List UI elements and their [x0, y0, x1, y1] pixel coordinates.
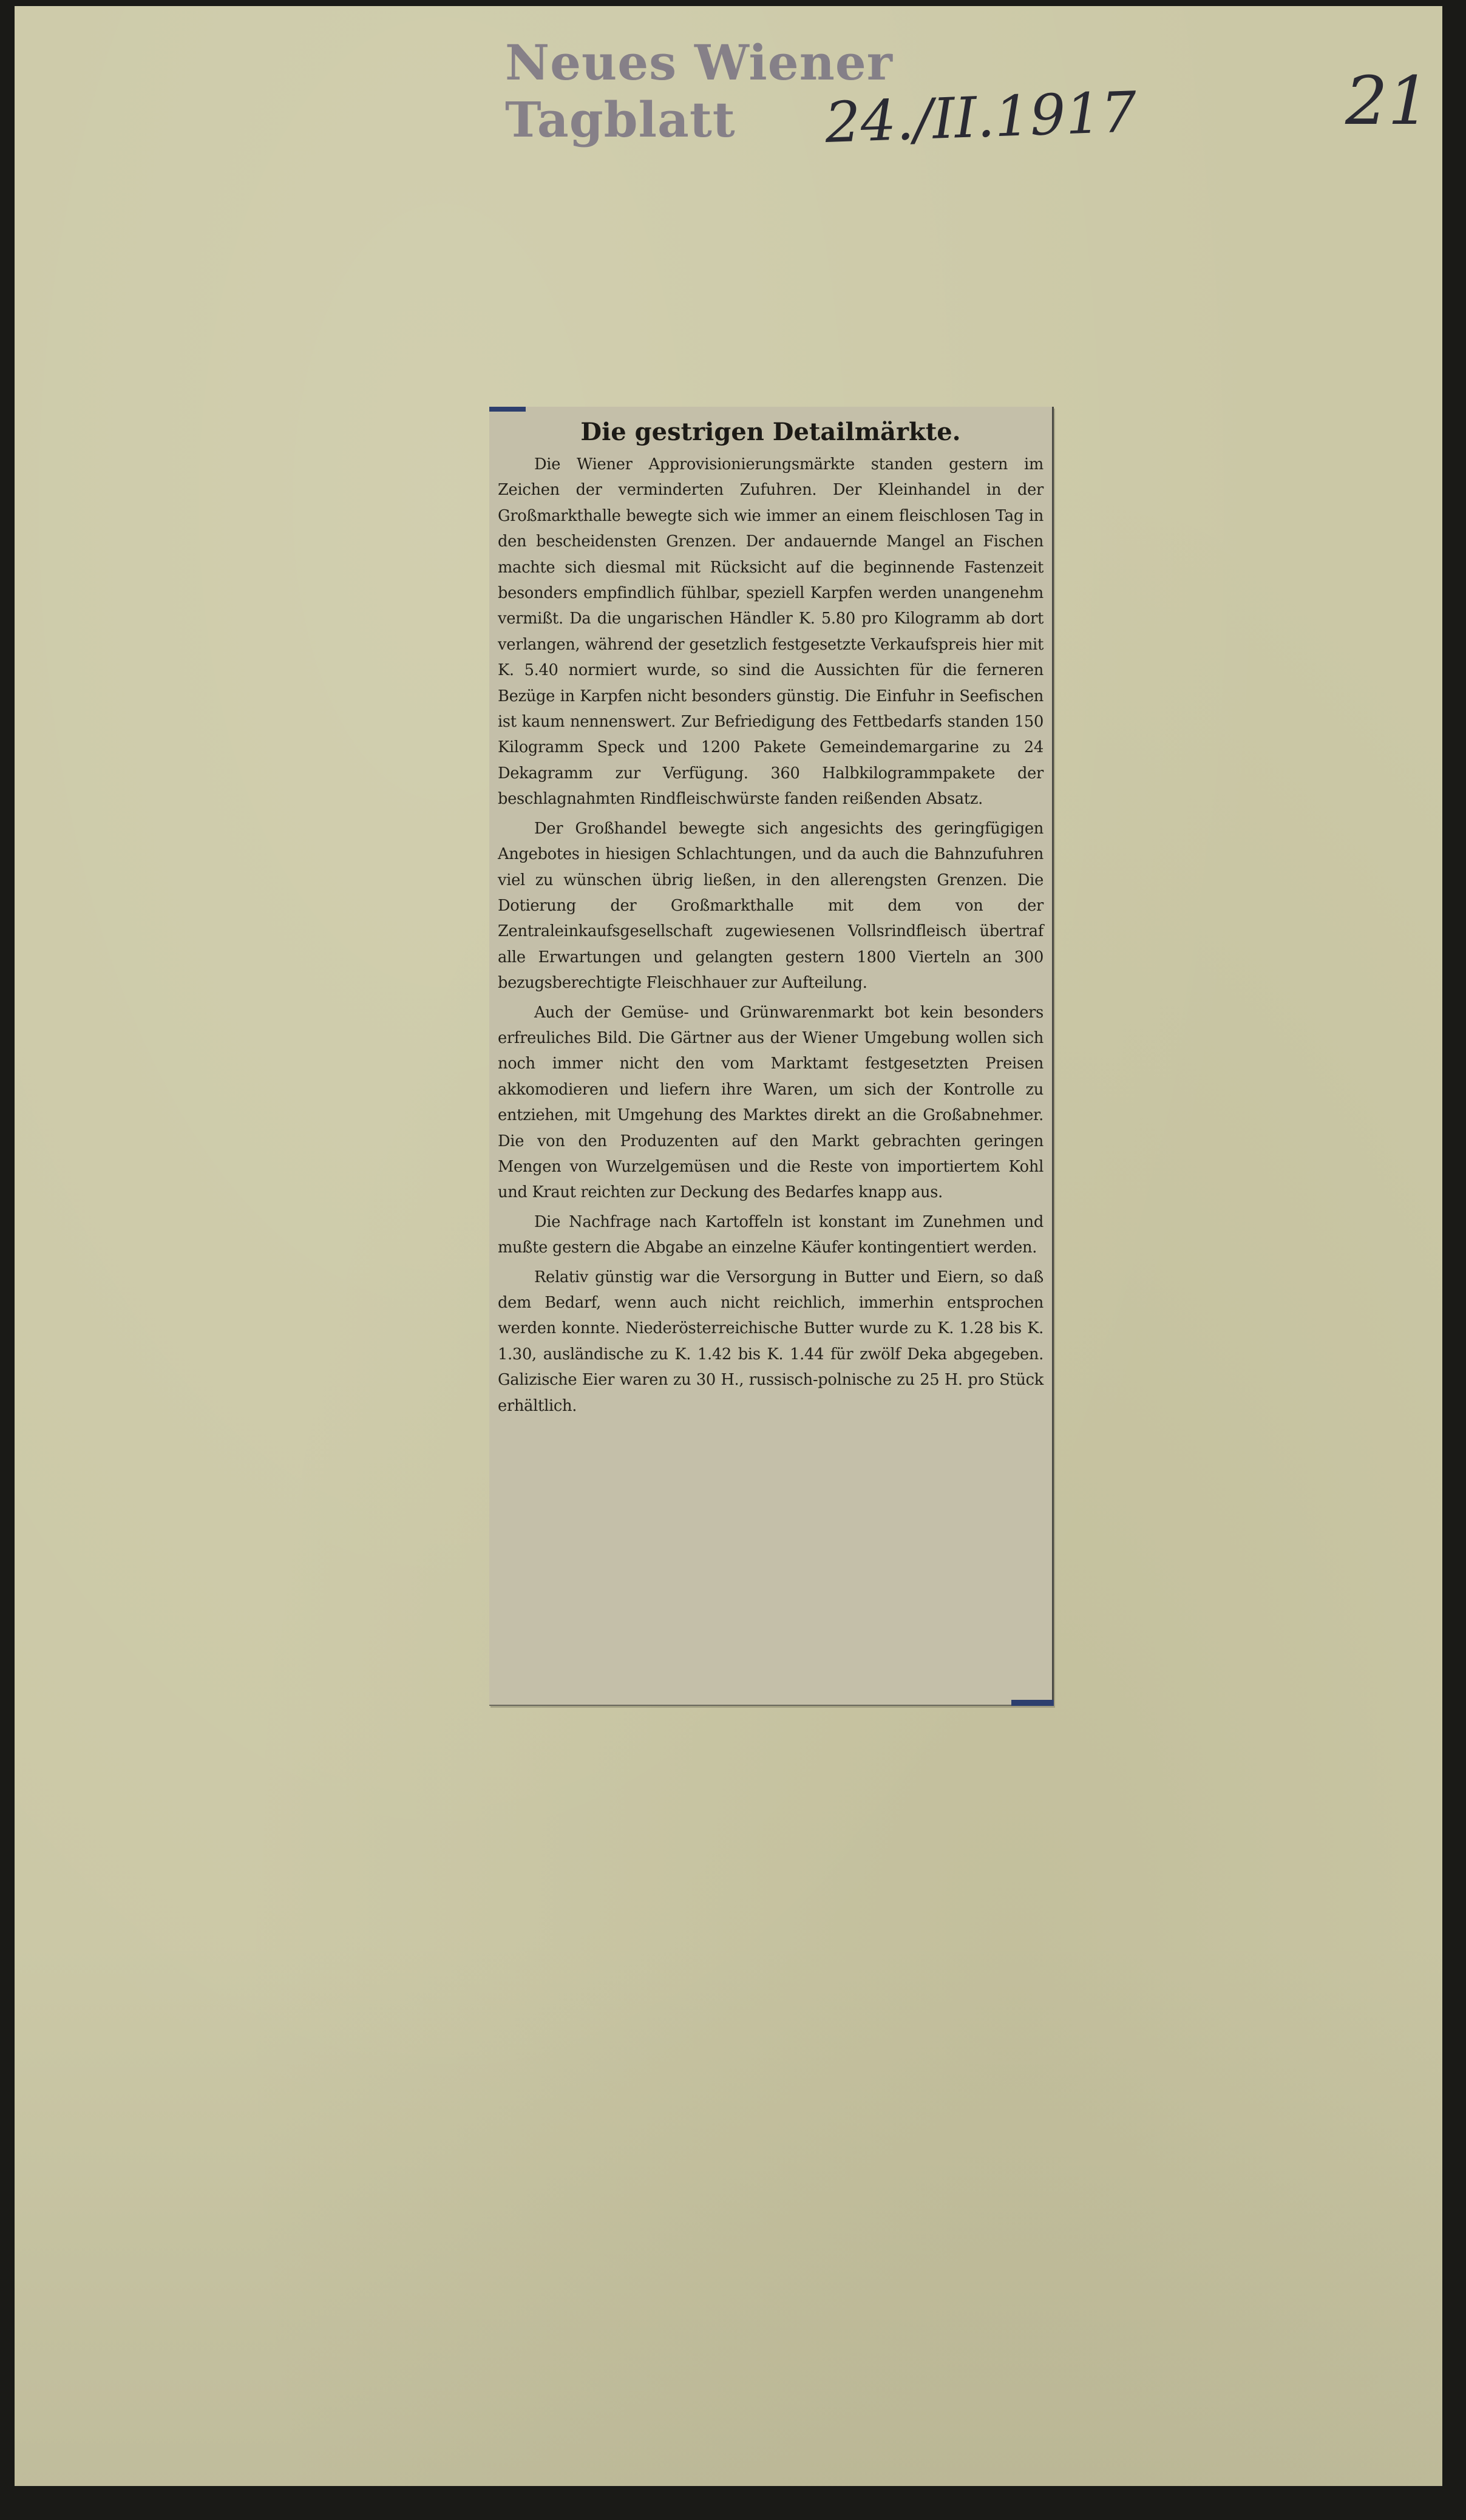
archive-sheet	[15, 6, 1442, 2486]
newspaper-clipping	[489, 407, 1054, 1706]
blue-pencil-mark-bottom	[1011, 1700, 1054, 1706]
article-paragraph: Der Großhandel bewegte sich angesichts des geringfügigen Angebotes in hiesigen Schlachtungen, und da auch die Bahnzufuhren viel zu wünschen übrig ließen, in den allerengsten Grenzen. Die Dotierung der Großmarkthalle mit dem von der Zentraleinkaufsgesellschaft zugewiesenen Vollsrindfleisch übertraf alle Erwartungen und gelangten gestern 1800 Vierteln an 300 bezugsberechtigte Fleischhauer zur Aufteilung.	[498, 819, 1044, 993]
article-paragraph: Relativ günstig war die Versorgung in Butter und Eiern, so daß dem Bedarf, wenn auch nicht reichlich, immerhin entsprochen werden konnte. Niederösterreichische Butter wurde zu K. 1.28 bis K. 1.30, ausländische zu K. 1.42 bis K. 1.44 für zwölf Deka abgegeben. Galizische Eier waren zu 30 H., russisch-polnische zu 25 H. pro Stück erhältlich.	[498, 1268, 1044, 1415]
handwritten-date: 24./II.1917	[824, 80, 1138, 155]
folio-number: 21	[1345, 62, 1430, 140]
article-paragraph: Die Nachfrage nach Kartoffeln ist konstant im Zunehmen und mußte gestern die Abgabe an einzelne Käufer kontingentiert werden.	[498, 1212, 1044, 1257]
newspaper-name-stamp: Neues Wiener Tagblatt	[505, 34, 893, 148]
article-paragraph: Auch der Gemüse- und Grünwarenmarkt bot kein besonders erfreuliches Bild. Die Gärtner aus der Wiener Umgebung wollen sich noch immer nicht den vom Marktamt festgesetzten Preisen akkomodieren und liefern ihre Waren, um sich der Kontrolle zu entziehen, mit Umgehung des Marktes direkt an die Großabnehmer. Die von den Produzenten auf den Markt gebrachten geringen Mengen von Wurzelgemüsen und die Reste von importiertem Kohl und Kraut reichten zur Deckung des Bedarfes knapp aus.	[498, 1003, 1044, 1202]
article-headline: Die gestrigen Detailmärkte.	[580, 418, 961, 446]
article-paragraph: Die Wiener Approvisionierungsmärkte standen gestern im Zeichen der verminderten Zufuhren. Der Kleinhandel in der Großmarkthalle bewegte sich wie immer an einem fleischlosen Tag in den bescheidensten Grenzen. Der andauernde Mangel an Fischen machte sich diesmal mit Rücksicht auf die beginnende Fastenzeit besonders empfindlich fühlbar, speziell Karpfen werden unangenehm vermißt. Da die ungarischen Händler K. 5.80 pro Kilogramm ab dort verlangen, während der gesetzlich festgesetzte Verkaufspreis hier mit K. 5.40 normiert wurde, so sind die Aussichten für die ferneren Bezüge in Karpfen nicht besonders günstig. Die Einfuhr in Seefischen ist kaum nennenswert. Zur Befriedigung des Fettbedarfs standen 150 Kilogramm Speck und 1200 Pakete Gemeindemargarine zu 24 Dekagramm zur Verfügung. 360 Halbkilogrammpakete der beschlagnahmten Rindfleischwürste fanden reißenden Absatz.	[498, 455, 1044, 809]
blue-pencil-mark-top	[489, 407, 526, 412]
